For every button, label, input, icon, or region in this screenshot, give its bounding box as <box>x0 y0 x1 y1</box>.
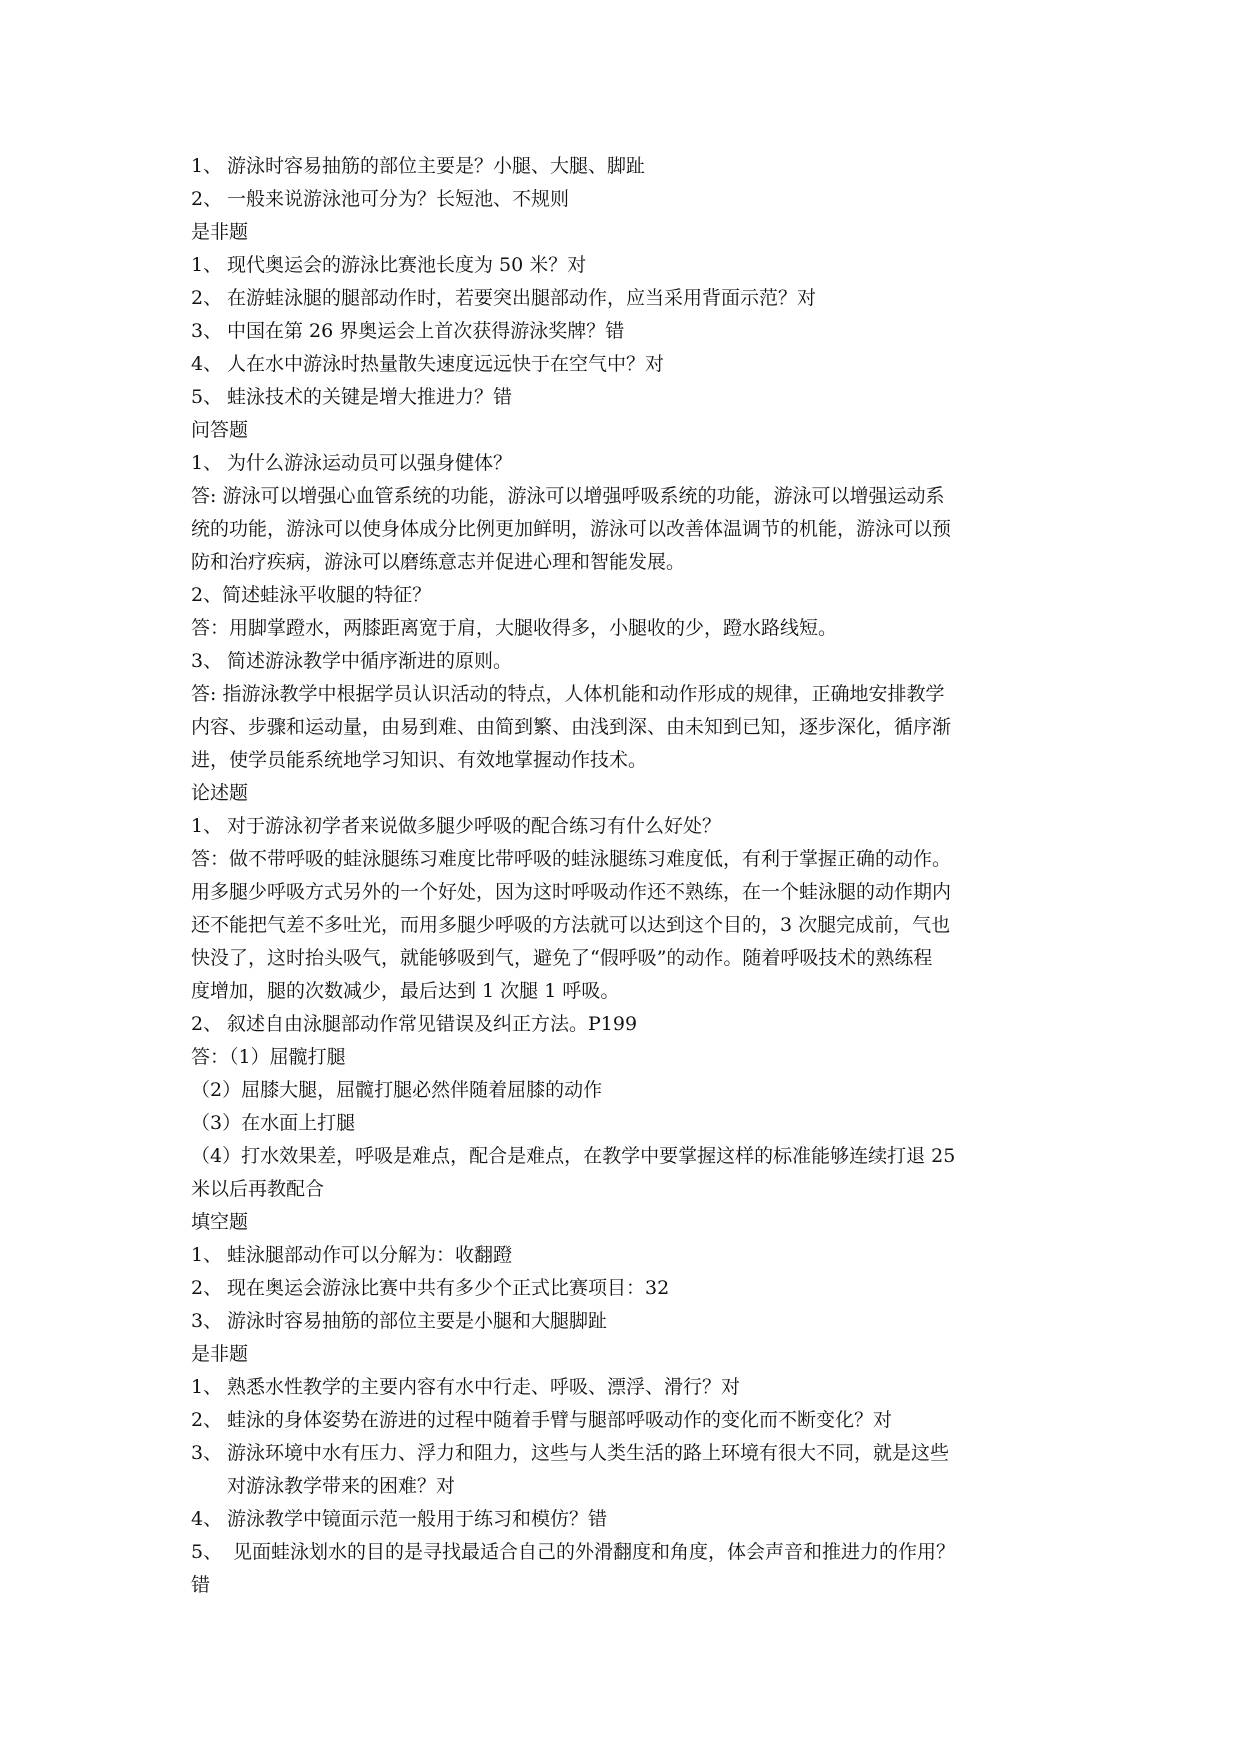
list-item <box>191 1305 1053 1338</box>
question-text: 为什么游泳运动员可以强身健体？ <box>227 452 513 474</box>
list-item <box>191 1437 1053 1470</box>
item-number: 4、 <box>191 1508 223 1530</box>
item-number: 1、 <box>191 815 223 837</box>
list-item <box>191 282 1053 315</box>
answer-line: （2）屈膝大腿，屈髋打腿必然伴随着屈膝的动作 <box>191 1079 603 1101</box>
item-number: 4、 <box>191 353 223 375</box>
list-item <box>191 315 1053 348</box>
answer-line: （3）在水面上打腿 <box>191 1112 356 1134</box>
list-item <box>191 1371 1053 1404</box>
item-text: 现代奥运会的游泳比赛池长度为 50 米？对 <box>227 254 587 276</box>
answer <box>191 480 1053 579</box>
item-number: 2、 <box>191 1013 223 1035</box>
list-item <box>191 249 1053 282</box>
item-text: 蛙泳的身体姿势在游进的过程中随着手臂与腿部呼吸动作的变化而不断变化？对 <box>227 1409 893 1431</box>
section-heading: 论述题 <box>191 782 249 804</box>
item-number: 3、 <box>191 1310 223 1332</box>
question-text: 叙述自由泳腿部动作常见错误及纠正方法。P199 <box>227 1013 638 1035</box>
item-number: 3、 <box>191 320 223 342</box>
item-text: 蛙泳腿部动作可以分解为：收翻蹬 <box>227 1244 513 1266</box>
list-item <box>191 348 1053 381</box>
answer-line: 答: 游泳可以增强心血管系统的功能，游泳可以增强呼吸系统的功能，游泳可以增强运动系 <box>191 485 945 507</box>
list-item <box>191 1239 1053 1272</box>
item-number: 2、 <box>191 188 223 210</box>
item-number: 1、 <box>191 1376 223 1398</box>
list-item <box>191 1503 1053 1536</box>
item-continuation: 对游泳教学带来的困难？对 <box>227 1475 456 1497</box>
answer-line: 度增加，腿的次数减少，最后达到 1 次腿 1 呼吸。 <box>191 980 620 1002</box>
answer-line: （4）打水效果差，呼吸是难点，配合是难点，在教学中要掌握这样的标准能够连续打退 25 <box>191 1145 956 1167</box>
section-heading: 填空题 <box>191 1211 249 1233</box>
answer: 答：用脚掌蹬水，两膝距离宽于肩，大腿收得多，小腿收的少，蹬水路线短。 <box>191 617 838 639</box>
section-heading: 问答题 <box>191 419 249 441</box>
item-number: 1、 <box>191 1244 223 1266</box>
document-body <box>191 150 1053 1602</box>
item-number: 3、 <box>191 650 223 672</box>
answer-line: 答: 指游泳教学中根据学员认识活动的特点，人体机能和动作形成的规律，正确地安排教学 <box>191 683 945 705</box>
list-item <box>191 1536 1053 1569</box>
item-text: 在游蛙泳腿的腿部动作时，若要突出腿部动作，应当采用背面示范？对 <box>227 287 817 309</box>
list-item <box>191 1272 1053 1305</box>
answer-line: 防和治疗疾病，游泳可以磨练意志并促进心理和智能发展。 <box>191 551 686 573</box>
item-continuation: 错 <box>191 1574 211 1596</box>
item-text: 熟悉水性教学的主要内容有水中行走、呼吸、漂浮、滑行？对 <box>227 1376 741 1398</box>
item-text: 游泳教学中镜面示范一般用于练习和模仿？错 <box>227 1508 608 1530</box>
item-number: 3、 <box>191 1442 223 1464</box>
answer-line: 进，使学员能系统地学习知识、有效地掌握动作技术。 <box>191 749 648 771</box>
section-heading: 是非题 <box>191 1343 249 1365</box>
answer-line: 还不能把气差不多吐光，而用多腿少呼吸的方法就可以达到这个目的，3 次腿完成前，气也 <box>191 914 951 936</box>
item-text: 游泳时容易抽筋的部位主要是小腿和大腿脚趾 <box>227 1310 608 1332</box>
question-text: 对于游泳初学者来说做多腿少呼吸的配合练习有什么好处？ <box>227 815 722 837</box>
answer-line: 统的功能，游泳可以使身体成分比例更加鲜明，游泳可以改善体温调节的机能，游泳可以预 <box>191 518 952 540</box>
answer <box>191 1041 1053 1206</box>
answer-line: 用多腿少呼吸方式另外的一个好处，因为这时呼吸动作还不熟练，在一个蛙泳腿的动作期内 <box>191 881 952 903</box>
question <box>191 645 1053 678</box>
answer-line: 答：（1）屈髋打腿 <box>191 1046 346 1068</box>
item-text: 人在水中游泳时热量散失速度远远快于在空气中？对 <box>227 353 665 375</box>
answer-line: 答：做不带呼吸的蛙泳腿练习难度比带呼吸的蛙泳腿练习难度低，有利于掌握正确的动作。 <box>191 848 952 870</box>
item-text: 见面蛙泳划水的目的是寻找最适合自己的外滑翻度和角度，体会声音和推进力的作用？ <box>227 1541 956 1563</box>
item-number: 1、 <box>191 452 223 474</box>
answer-line: 内容、步骤和运动量，由易到难、由简到繁、由浅到深、由未知到已知，逐步深化，循序渐 <box>191 716 952 738</box>
item-text: 蛙泳技术的关键是增大推进力？错 <box>227 386 513 408</box>
answer <box>191 843 1053 1008</box>
list-item <box>191 381 1053 414</box>
question <box>191 447 1053 480</box>
item-text: 游泳时容易抽筋的部位主要是？小腿、大腿、脚趾 <box>227 155 646 177</box>
item-number: 5、 <box>191 1541 223 1563</box>
item-text: 游泳环境中水有压力、浮力和阻力，这些与人类生活的路上环境有很大不同，就是这些 <box>227 1442 950 1464</box>
item-number: 5、 <box>191 386 223 408</box>
item-text: 现在奥运会游泳比赛中共有多少个正式比赛项目：32 <box>227 1277 670 1299</box>
question <box>191 1008 1053 1041</box>
list-item <box>191 150 1053 183</box>
item-text: 一般来说游泳池可分为？长短池、不规则 <box>227 188 570 210</box>
item-number: 1、 <box>191 155 223 177</box>
item-number: 1、 <box>191 254 223 276</box>
answer-line: 米以后再教配合 <box>191 1178 325 1200</box>
answer <box>191 678 1053 777</box>
list-item <box>191 183 1053 216</box>
section-heading: 是非题 <box>191 221 249 243</box>
item-number: 2、 <box>191 1277 223 1299</box>
question <box>191 810 1053 843</box>
item-number: 2、 <box>191 1409 223 1431</box>
item-number: 2、 <box>191 287 223 309</box>
item-text: 中国在第 26 界奥运会上首次获得游泳奖牌？错 <box>227 320 625 342</box>
answer-line: 快没了，这时抬头吸气，就能够吸到气，避免了“假呼吸”的动作。随着呼吸技术的熟练程 <box>191 947 933 969</box>
list-item <box>191 1404 1053 1437</box>
question-text: 简述游泳教学中循序渐进的原则。 <box>227 650 513 672</box>
question: 2、简述蛙泳平收腿的特征？ <box>191 584 432 606</box>
